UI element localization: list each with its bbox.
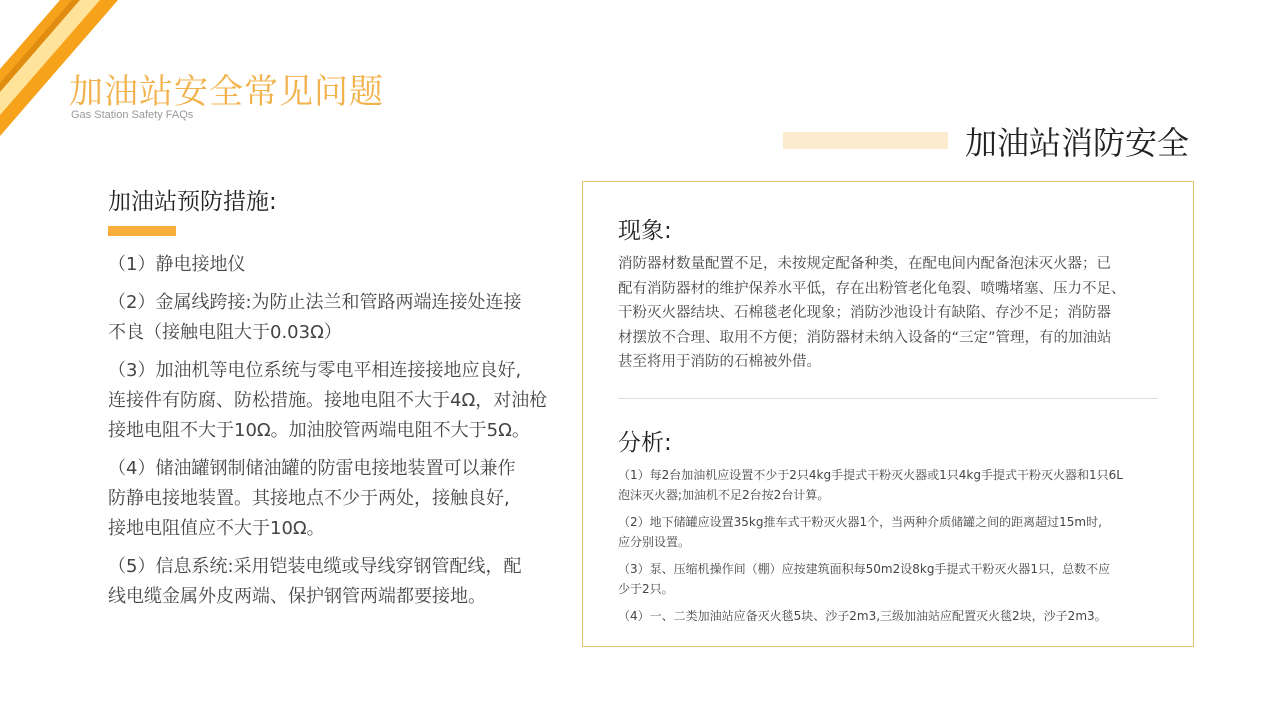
analysis-item: （1）每2台加油机应设置不少于2只4kg手提式干粉灭火器或1只4kg手提式干粉灭火器和1只6L 泡沫灭火器;加油机不足2台按2台计算。 — [618, 468, 1123, 502]
analysis-heading: 分析: — [618, 430, 672, 456]
prevention-measures — [108, 183, 568, 620]
analysis-list — [618, 465, 1178, 633]
heading-underline — [108, 226, 176, 236]
measure-item: （4）储油罐钢制储油罐的防雷电接地装置可以兼作 防静电接地装置。其接地点不少于两处，接触良好, 接地电阻值应不大于10Ω。 — [108, 458, 516, 539]
measure-item: （3）加油机等电位系统与零电平相连接接地应良好, 连接件有防腐、防松措施。接地电阻不大于4Ω，对油枪 接地电阻不大于10Ω。加油胶管两端电阻不大于5Ω。 — [108, 360, 548, 441]
analysis-item: （2）地下储罐应设置35kg推车式干粉灭火器1个，当两种介质储罐之间的距离超过15m时, 应分别设置。 — [618, 515, 1102, 549]
measure-item: （1）静电接地仪 — [108, 254, 246, 275]
analysis-item: （4）一、二类加油站应备灭火毯5块、沙子2m3,三级加油站应配置灭火毯2块，沙子2m3。 — [618, 609, 1107, 623]
phenomenon-text: 消防器材数量配置不足，未按规定配备种类，在配电间内配备泡沫灭火器；已 配有消防器材的维护保养水平低，存在出粉管老化龟裂、喷嘴堵塞、压力不足、 干粉灭火器结块、石棉毯老化现象；消防沙池设计有缺陷、存沙不足；消防器 材摆放不合理、取用不方便；消防器材未纳入设备的“三定”管理，有的加油站 甚至将用于消防的石棉被外借。 — [618, 256, 1126, 370]
prevention-heading: 加油站预防措施: — [108, 189, 277, 215]
section-title-bar — [783, 132, 948, 149]
measure-item: （5）信息系统:采用铠装电缆或导线穿钢管配线，配 线电缆金属外皮两端、保护钢管两端都要接地。 — [108, 556, 522, 607]
fire-safety-panel — [582, 181, 1194, 647]
phenomenon-heading: 现象: — [618, 218, 672, 244]
measure-item: （2）金属线跨接:为防止法兰和管路两端连接处连接 不良（接触电阻大于0.03Ω） — [108, 292, 522, 343]
section-title: 加油站消防安全 — [965, 124, 1190, 162]
page-subtitle: Gas Station Safety FAQs — [71, 109, 194, 121]
analysis-item: （3）泵、压缩机操作间（棚）应按建筑面积每50m2设8kg手提式干粉灭火器1只，总数不应 少于2只。 — [618, 562, 1111, 596]
divider — [618, 398, 1158, 399]
page-title: 加油站安全常见问题 — [69, 72, 384, 112]
